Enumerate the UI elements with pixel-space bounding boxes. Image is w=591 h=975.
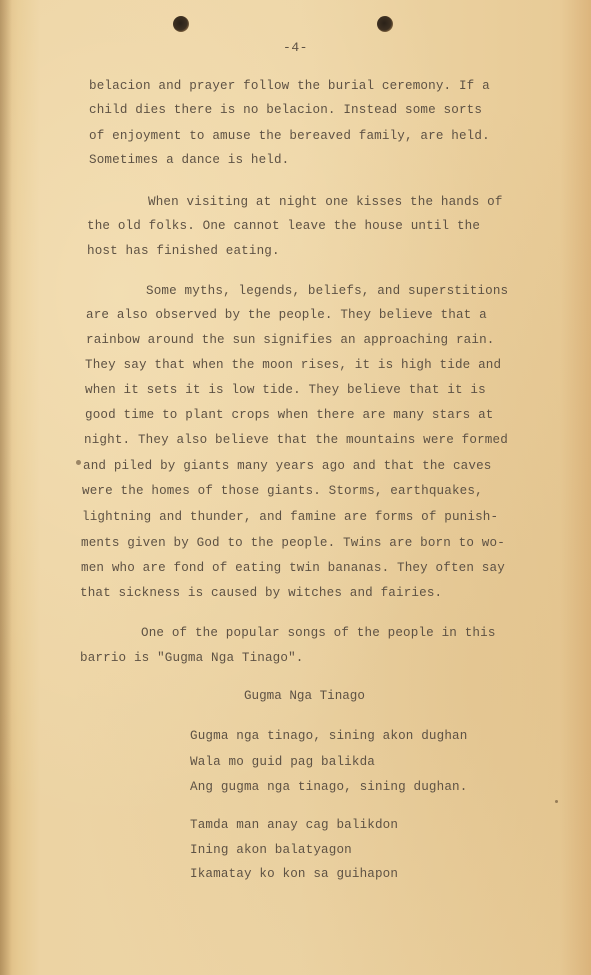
text-line: Sometimes a dance is held. (89, 153, 290, 167)
text-line: belacion and prayer follow the burial ceremony. If a (89, 79, 490, 93)
text-line: lightning and thunder, and famine are forms of punish- (82, 510, 499, 524)
text-line: of enjoyment to amuse the bereaved family, are held. (89, 129, 490, 143)
punch-hole-left (173, 16, 189, 32)
page-edge-shadow (0, 0, 12, 975)
text-line: One of the popular songs of the people in this (141, 626, 496, 640)
text-line: night. They also believe that the mountains were formed (84, 433, 508, 447)
text-line: that sickness is caused by witches and fairies. (80, 586, 443, 600)
text-line: host has finished eating. (87, 244, 280, 258)
text-line: men who are fond of eating twin bananas. They often say (81, 561, 505, 575)
text-line: were the homes of those giants. Storms, earthquakes, (82, 484, 483, 498)
text-line: barrio is "Gugma Nga Tinago". (80, 651, 304, 665)
text-line: ments given by God to the people. Twins are born to wo- (81, 536, 505, 550)
text-line: the old folks. One cannot leave the house until the (87, 219, 481, 233)
text-line: Some myths, legends, beliefs, and superstitions (146, 284, 509, 298)
song-line: Tamda man anay cag balikdon (190, 818, 399, 832)
text-line: good time to plant crops when there are many stars at (85, 408, 494, 422)
text-line: child dies there is no belacion. Instead some sorts (89, 103, 483, 117)
ink-smudge (555, 800, 558, 803)
ink-smudge (76, 460, 81, 465)
text-line: when it sets it is low tide. They believe that it is (85, 383, 486, 397)
text-line: When visiting at night one kisses the hands of (148, 195, 503, 209)
song-title: Gugma Nga Tinago (244, 689, 365, 703)
song-line: Wala mo guid pag balikda (190, 755, 375, 769)
song-line: Ang gugma nga tinago, sining dughan. (190, 780, 468, 794)
song-line: Ikamatay ko kon sa guihapon (190, 867, 399, 881)
song-line: Gugma nga tinago, sining akon dughan (190, 729, 468, 743)
page-number: -4- (283, 40, 308, 55)
text-line: and piled by giants many years ago and that the caves (83, 459, 492, 473)
text-line: They say that when the moon rises, it is high tide and (85, 358, 502, 372)
text-line: rainbow around the sun signifies an approaching rain. (86, 333, 495, 347)
text-line: are also observed by the people. They believe that a (86, 308, 487, 322)
song-line: Ining akon balatyagon (190, 843, 352, 857)
punch-hole-right (377, 16, 393, 32)
